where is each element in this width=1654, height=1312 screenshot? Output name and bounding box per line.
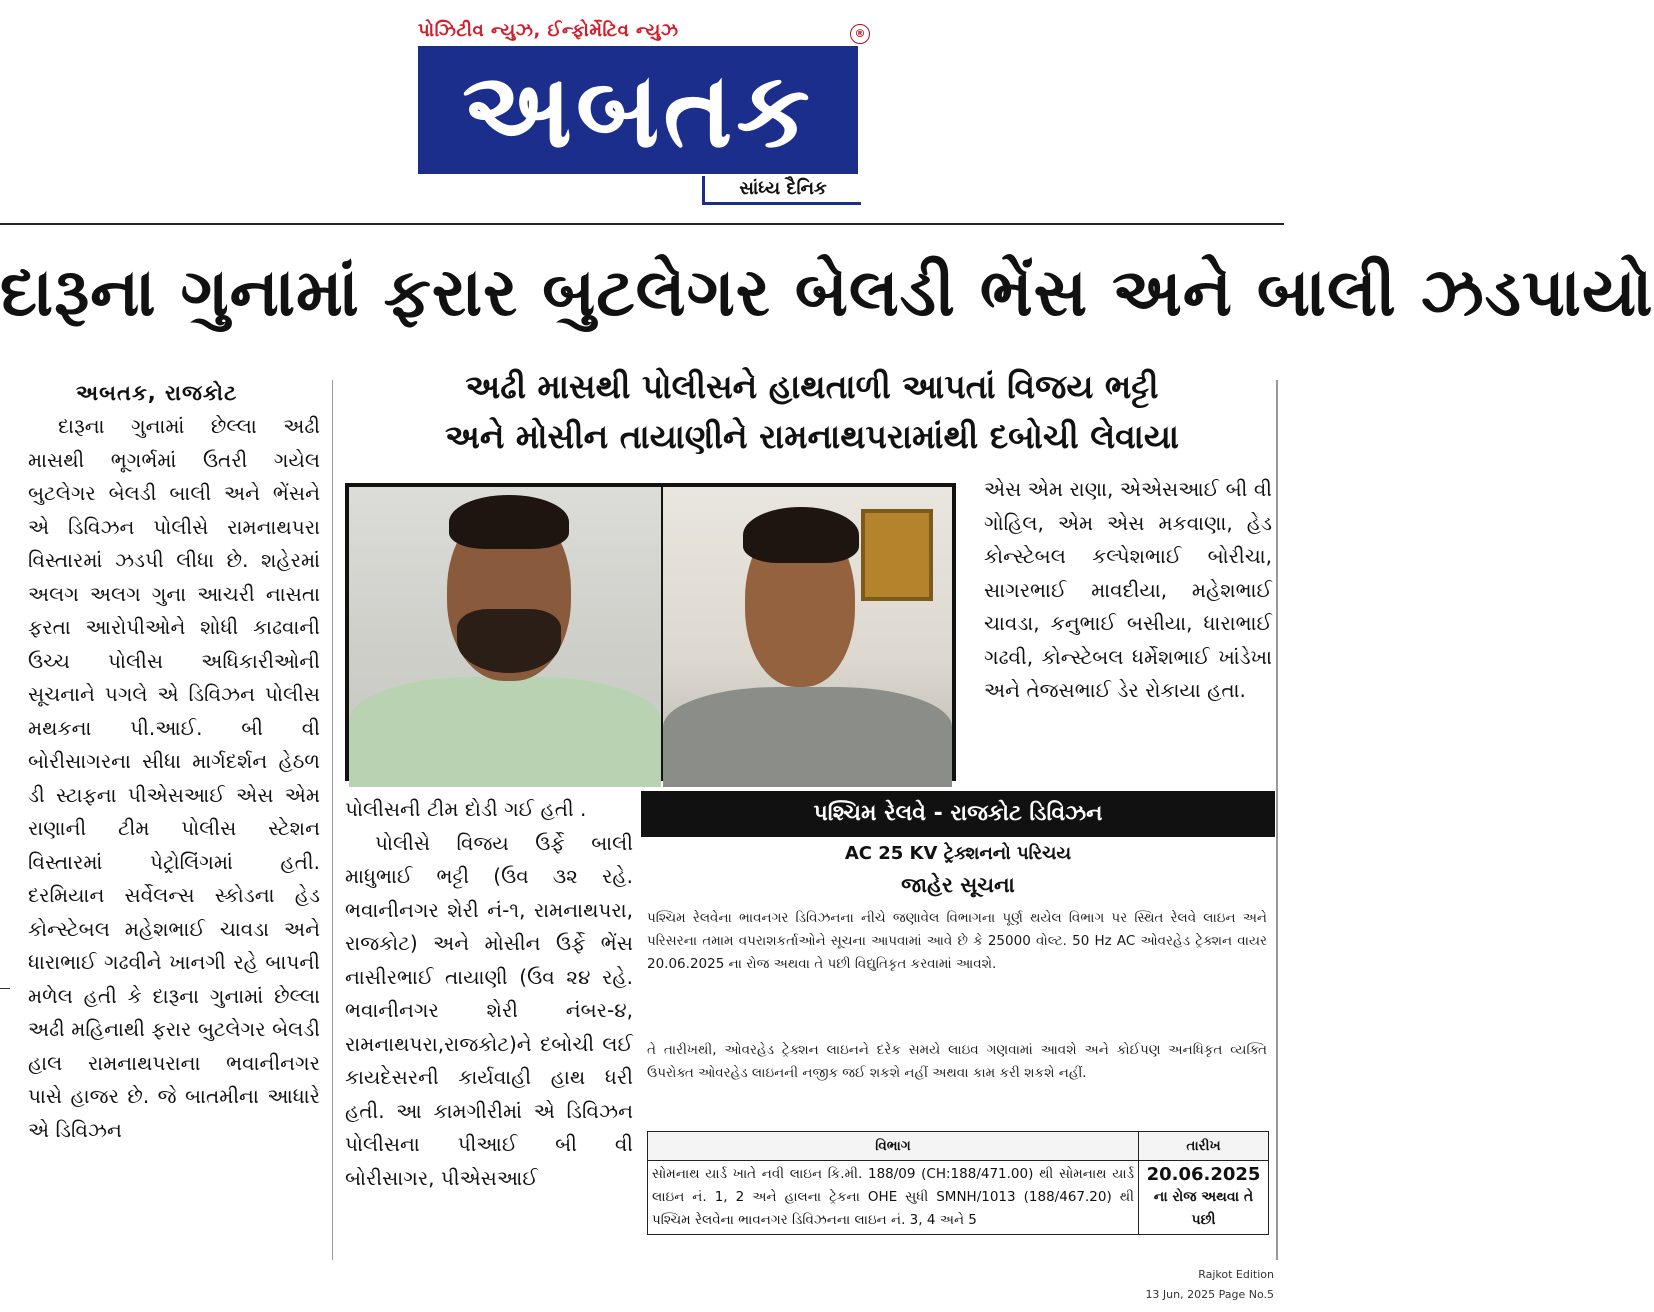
newspaper-logo: અબતક bbox=[418, 46, 858, 174]
shirt-shape bbox=[349, 677, 661, 787]
wall-frame bbox=[861, 509, 933, 601]
notice-header: પશ્ચિમ રેલવે - રાજકોટ ડિવિઝન bbox=[641, 791, 1275, 837]
accused-photo-left bbox=[349, 487, 661, 777]
article-subheadline bbox=[342, 362, 1282, 462]
beard-shape bbox=[457, 609, 561, 673]
edition-label: Rajkot Edition bbox=[1198, 1268, 1274, 1281]
notice-date: 20.06.2025 bbox=[1146, 1164, 1261, 1185]
accused-photos bbox=[345, 483, 956, 781]
table-header-cell: વિભાગ bbox=[648, 1132, 1139, 1161]
notice-paragraph: પશ્ચિમ રેલવેના ભાવનગર ડિવિઝનના નીચે જણાવેલ વિભાગના પૂર્ણ થયેલ વિભાગ પર સ્થિત રેલવે લાઇન અને પરિસરના તમામ વપરાશકર્તાઓને સૂચના આપવામાં આવે છે કે 25000 વોલ્ટ. 50 Hz AC ઓવરહેડ ટ્રેક્શન વાયર 20.06.2025 ના રોજ અથવા તે પછી વિદ્યુતિકૃત કરવામાં આવશે. bbox=[647, 910, 1267, 972]
masthead-subtitle: સાંધ્ય દૈનિક bbox=[702, 176, 861, 205]
subheadline-line-1: અઢી માસથી પોલીસને હાથતાળી આપતાં વિજય ભટ્ટી bbox=[465, 367, 1159, 406]
notice-paragraph: તે તારીખથી, ઓવરહેડ ટ્રેક્શન લાઇનને દરેક સમયે લાઇવ ગણવામાં આવશે અને કોઈપણ અનધિકૃત વ્યક્તિ ઉપરોક્ત ઓવરહેડ લાઇનની નજીક જઈ શકશે નહીં અથવા કામ કરી શકશે નહીં. bbox=[647, 1042, 1267, 1081]
table-cell-section: સોમનાથ યાર્ડ ખાતે નવી લાઇન કિ.મી. 188/09 (CH:188/471.00) થી સોમનાથ યાર્ડ લાઇન નં. 1, 2 અને હાલના ટ્રેકના OHE સુધી SMNH/1013 (188/467.20) થી પશ્ચિમ રેલવેના ભાવનગર ડિવિઝનના લાઇન નં. 3, 4 અને 5 bbox=[648, 1161, 1139, 1235]
column-rule-right bbox=[1276, 380, 1278, 1260]
hair-shape bbox=[743, 507, 859, 563]
railway-notice-ad bbox=[641, 791, 1275, 1261]
article-column-2 bbox=[345, 793, 633, 1195]
accused-photo-right bbox=[663, 487, 952, 777]
margin-tick bbox=[0, 988, 10, 989]
subheadline-line-2: અને મોસીન તાયાણીને રામનાથપરામાંથી દબોચી લેવાયા bbox=[445, 417, 1179, 456]
masthead-divider bbox=[0, 223, 1284, 225]
table-header-row bbox=[648, 1132, 1269, 1161]
article-column-1 bbox=[28, 410, 320, 1147]
table-row bbox=[648, 1161, 1269, 1235]
column-divider bbox=[332, 380, 333, 1260]
notice-table bbox=[647, 1131, 1269, 1235]
notice-title: AC 25 KV ટ્રેક્શનનો પરિચય bbox=[844, 843, 1072, 864]
hair-shape bbox=[449, 495, 569, 549]
page-info: 13 Jun, 2025 Page No.5 bbox=[1145, 1288, 1274, 1301]
article-paragraph: એસ એમ રાણા, એએસઆઈ બી વી ગોહિલ, એમ એસ મકવાણા, હેડ કોન્સ્ટેબલ કલ્પેશભાઈ બોરીચા, સાગરભાઈ માવદીયા, મહેશભાઈ ચાવડા, કનુભાઈ બસીયા, ધારાભાઈ ગઢવી, કોન્સ્ટેબલ ધર્મેશભાઈ ખાંડેખા અને તેજસભાઈ ડેર રોકાયા હતા. bbox=[984, 477, 1272, 702]
article-paragraph: પોલીસની ટીમ દોડી ગઈ હતી . bbox=[345, 797, 587, 821]
article-paragraph: પોલીસે વિજય ઉર્ફે બાલી માધુભાઈ ભટ્ટી (ઉવ ૩૨ રહે. ભવાનીનગર શેરી નં-૧, રામનાથપરા, રાજકોટ) અને મોસીન ઉર્ફે ભેંસ નાસીરભાઈ તાયાણી (ઉવ ૨૪ રહે. ભવાનીનગર શેરી નંબર-૪, રામનાથપરા,રાજકોટ)ને દબોચી લઈ કાયદેસરની કાર્યવાહી હાથ ધરી હતી. આ કામગીરીમાં એ ડિવિઝન પોલીસના પીઆઈ બી વી બોરીસાગર, પીએસઆઈ bbox=[345, 830, 633, 1190]
registered-mark-icon: ® bbox=[850, 24, 870, 44]
notice-date-note: ના રોજ અથવા તે પછી bbox=[1153, 1189, 1254, 1228]
notice-subtitle: જાહેર સૂચના bbox=[901, 873, 1015, 897]
shirt-shape bbox=[663, 687, 952, 787]
dateline: અબતક, રાજકોટ bbox=[76, 381, 238, 405]
article-paragraph: દારૂના ગુનામાં છેલ્લા અઢી માસથી ભૂગર્ભમાં ઉતરી ગયેલ બુટલેગર બેલડી બાલી અને ભેંસને એ ડિવિઝન પોલીસે રામનાથપરા વિસ્તારમાં ઝડપી લીધા છે. શહેરમાં અલગ અલગ ગુના આચરી નાસતા ફરતા આરોપીઓને શોધી કાઢવાની ઉચ્ચ પોલીસ અધિકારીઓની સૂચનાને પગલે એ ડિવિઝન પોલીસ મથકના પી.આઈ. બી વી બોરીસાગરના સીધા માર્ગદર્શન હેઠળ ડી સ્ટાફના પીએસઆઈ એસ એમ રાણાની ટીમ પોલીસ સ્ટેશન વિસ્તારમાં પેટ્રોલિંગમાં હતી. દરમિયાન સર્વેલન્સ સ્કોડના હેડ કોન્સ્ટેબલ મહેશભાઈ ચાવડા અને ધારાભાઈ ગઢવીને ખાનગી રહે બાપની મળેલ હતી કે દારૂના ગુનામાં છેલ્લા અઢી મહિનાથી ફરાર બુટલેગર બેલડી હાલ રામનાથપરાના ભવાનીનગર પાસે હાજર છે. જે બાતમીના આધારે એ ડિવિઝન bbox=[28, 414, 320, 1142]
table-header-cell: તારીખ bbox=[1139, 1132, 1269, 1161]
article-column-3 bbox=[984, 473, 1272, 708]
table-cell-date bbox=[1139, 1161, 1269, 1235]
masthead-tagline: પોઝિટીવ ન્યુઝ, ઈન્ફોર્મેટિવ ન્યુઝ bbox=[418, 20, 679, 41]
article-headline: દારૂના ગુનામાં ફરાર બુટલેગર બેલડી ભેંસ અને બાલી ઝડપાયો bbox=[0, 253, 1654, 331]
